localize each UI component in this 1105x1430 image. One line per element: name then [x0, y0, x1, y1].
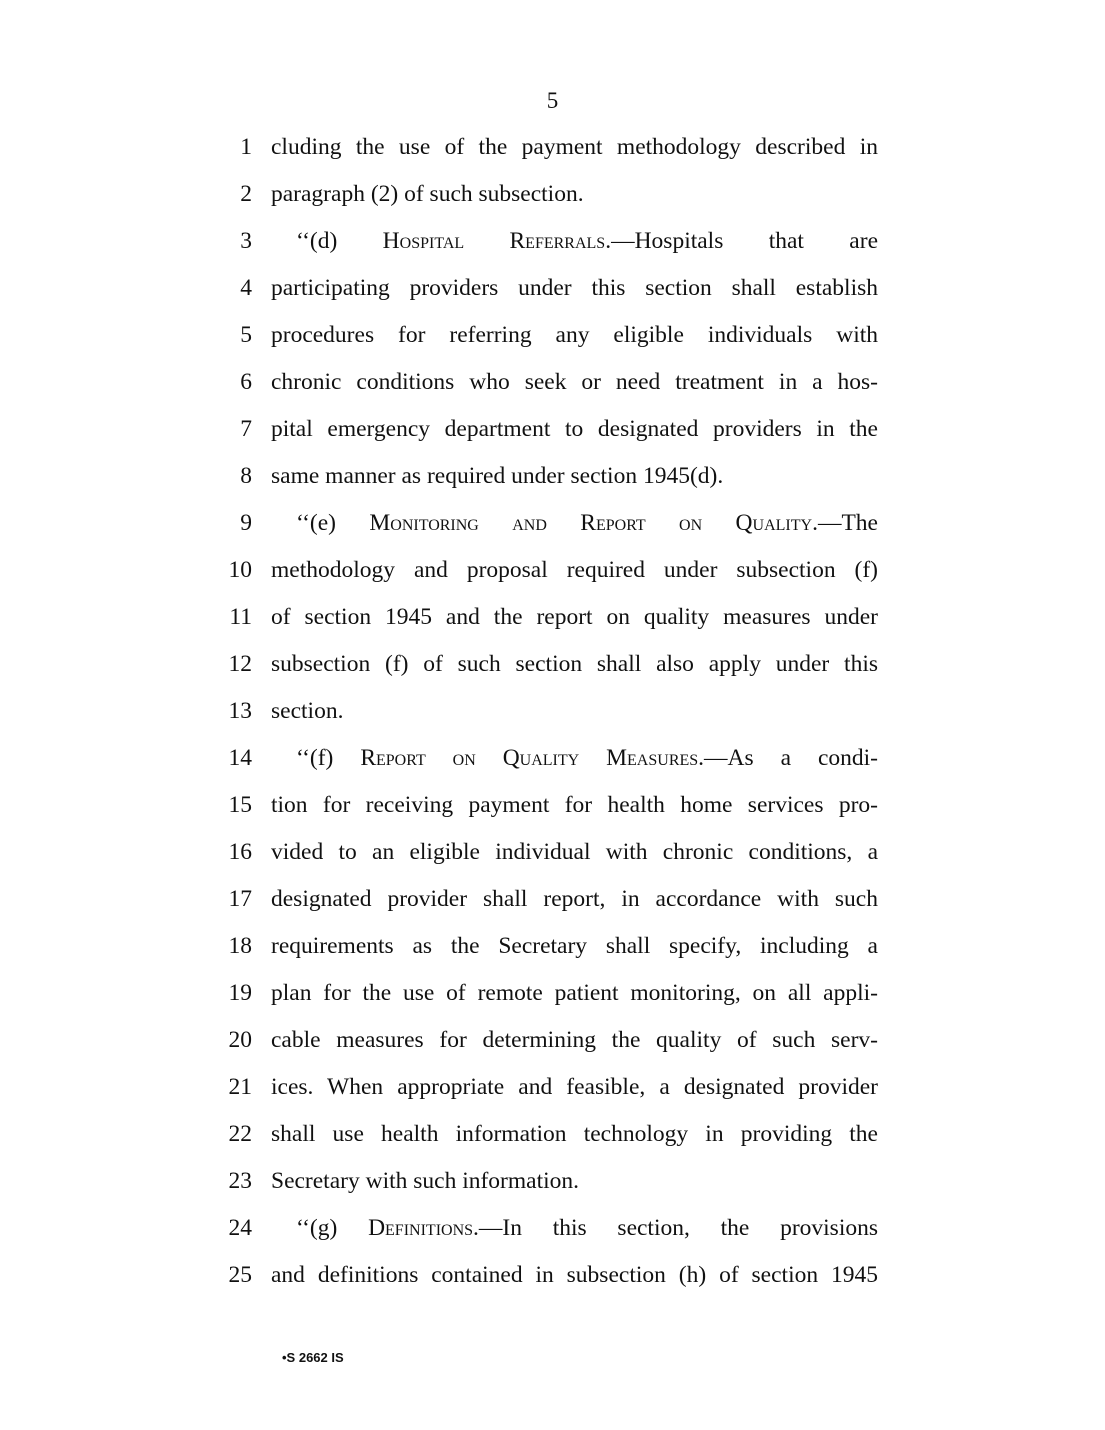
text-line	[226, 594, 878, 641]
text-line	[226, 547, 878, 594]
text-line	[226, 641, 878, 688]
text-line	[226, 923, 878, 970]
line-text: cluding the use of the payment methodology described in	[271, 134, 878, 160]
text-line	[226, 1158, 878, 1205]
line-number: 3	[240, 228, 252, 254]
line-number: 17	[228, 886, 252, 912]
text-line	[226, 312, 878, 359]
line-text	[271, 1205, 878, 1252]
line-text: paragraph (2) of such subsection.	[271, 181, 584, 207]
line-text	[271, 500, 878, 547]
line-text: chronic conditions who seek or need treatment in a hos-	[271, 369, 878, 395]
line-text: and definitions contained in subsection (h) of section 1945	[271, 1262, 878, 1288]
line-text: participating providers under this section shall establish	[271, 275, 878, 301]
line-text: plan for the use of remote patient monitoring, on all appli-	[271, 980, 878, 1006]
text-line	[226, 124, 878, 171]
line-text	[271, 735, 878, 782]
text-line	[226, 265, 878, 312]
line-number: 14	[228, 745, 252, 771]
text-line	[226, 500, 878, 547]
subsection-lead: .—Hospitals that are	[605, 228, 878, 254]
line-text: vided to an eligible individual with chronic conditions, a	[271, 839, 878, 865]
line-number: 4	[240, 275, 252, 301]
subsection-label: ‘‘(f)	[296, 745, 361, 771]
line-number: 20	[228, 1027, 252, 1053]
text-line	[226, 970, 878, 1017]
line-number: 16	[228, 839, 252, 865]
line-text: ices. When appropriate and feasible, a designated provider	[271, 1074, 878, 1100]
text-line	[226, 688, 878, 735]
text-line	[226, 171, 878, 218]
text-line	[226, 1064, 878, 1111]
line-number: 11	[229, 604, 252, 630]
line-text: subsection (f) of such section shall also apply under this	[271, 651, 878, 677]
line-number: 12	[228, 651, 252, 677]
line-number: 21	[228, 1074, 252, 1100]
line-text: tion for receiving payment for health home services pro-	[271, 792, 878, 818]
text-line	[226, 1252, 878, 1299]
line-text: cable measures for determining the quality of such serv-	[271, 1027, 878, 1053]
subsection-lead: .—As a condi-	[698, 745, 878, 771]
line-number: 7	[240, 416, 252, 442]
line-number: 19	[228, 980, 252, 1006]
text-line	[226, 1205, 878, 1252]
line-number: 2	[240, 181, 252, 207]
text-line	[226, 735, 878, 782]
line-text	[271, 218, 878, 265]
line-text: same manner as required under section 1945(d).	[271, 463, 724, 489]
line-text: requirements as the Secretary shall specify, including a	[271, 933, 878, 959]
line-text: of section 1945 and the report on quality measures under	[271, 604, 878, 630]
subsection-heading: Definitions	[368, 1215, 474, 1241]
line-text: procedures for referring any eligible individuals with	[271, 322, 878, 348]
text-line	[226, 876, 878, 923]
line-text: section.	[271, 698, 344, 724]
page-number: 5	[546, 88, 559, 113]
subsection-label: ‘‘(e)	[296, 510, 370, 536]
subsection-lead: .—In this section, the provisions	[473, 1215, 878, 1241]
line-number: 24	[228, 1215, 252, 1241]
text-line	[226, 782, 878, 829]
text-line	[226, 829, 878, 876]
line-text: pital emergency department to designated providers in the	[271, 416, 878, 442]
subsection-label: ‘‘(g)	[296, 1215, 369, 1241]
bill-text	[226, 124, 878, 1299]
text-line	[226, 1017, 878, 1064]
line-number: 22	[228, 1121, 252, 1147]
subsection-label: ‘‘(d)	[296, 228, 383, 254]
line-number: 6	[240, 369, 252, 395]
subsection-heading: Report on Quality Measures	[360, 745, 699, 771]
subsection-heading: Monitoring and Report on Quality	[369, 510, 813, 536]
line-number: 8	[240, 463, 252, 489]
line-number: 1	[240, 134, 252, 160]
line-text: Secretary with such information.	[271, 1168, 580, 1194]
line-text: designated provider shall report, in accordance with such	[271, 886, 878, 912]
line-number: 5	[240, 322, 252, 348]
line-number: 9	[240, 510, 252, 536]
line-text: shall use health information technology in providing the	[271, 1121, 878, 1147]
subsection-heading: Hospital Referrals	[382, 228, 606, 254]
line-text: methodology and proposal required under subsection (f)	[271, 557, 878, 583]
text-line	[226, 406, 878, 453]
line-number: 18	[228, 933, 252, 959]
line-number: 10	[228, 557, 252, 583]
line-number: 25	[228, 1262, 252, 1288]
text-line	[226, 1111, 878, 1158]
line-number: 13	[228, 698, 252, 724]
bill-identifier: •S 2662 IS	[282, 1350, 344, 1365]
subsection-lead: .—The	[812, 510, 878, 536]
text-line	[226, 218, 878, 265]
line-number: 15	[228, 792, 252, 818]
text-line	[226, 359, 878, 406]
text-line	[226, 453, 878, 500]
line-number: 23	[228, 1168, 252, 1194]
